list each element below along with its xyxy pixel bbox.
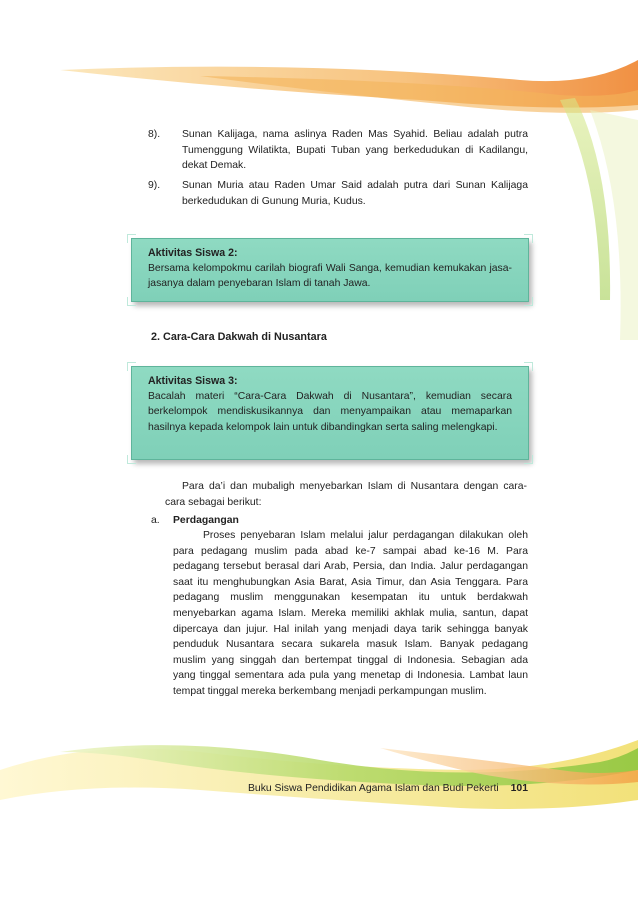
list-item [148,178,528,209]
subsection-heading [151,513,531,529]
page-footer [0,783,528,794]
subsection-title: Perdagangan [173,515,239,526]
corner-ornament [127,362,136,371]
section-title: Cara-Cara Dakwah di Nusantara [163,331,327,343]
subsection-body: Proses penyebaran Islam melalui jalur perdagangan dilakukan oleh para pedagang muslim pada abad ke-7 sampai abad ke-16 M. Para pedagang tersebut berasal dari Arab, Persia, dan India. Jalur perdagangan saat itu menghubungkan Asia Barat, Asia Timur, dan Asia Tenggara. Para pedagang muslim menggunakan kesempatan itu untuk berdakwah menyebarkan agama Islam. Mereka memiliki akhlak mulia, santun, dapat dipercaya dan jujur. Hal inilah yang menjadi daya tarik sehingga banyak penduduk Nusantara secara sukarela masuk Islam. Banyak pedagang muslim yang singgah dan bertempat tinggal di Indonesia. Sebagian ada yang tinggal sementara ada pula yang menetap di Indonesia. Lambat laun tempat tinggal mereka berkembang menjadi perkampungan muslim. [173,530,528,697]
intro-paragraph: Para da’i dan mubaligh menyebarkan Islam di Nusantara dengan cara-cara sebagai berikut: [165,481,527,508]
corner-ornament [524,234,533,243]
activity-body: Bersama kelompokmu carilah biografi Wali Sanga, kemudian kemukakan jasa-jasanya dalam penyebaran Islam di tanah Jawa. [148,263,512,290]
corner-ornament [524,455,533,464]
activity-title: Aktivitas Siswa 2: [148,247,238,259]
list-item-number: 8). [148,129,161,140]
section-heading [151,331,327,343]
subsection-letter: a. [151,515,160,526]
list-item-text: Sunan Kalijaga, nama aslinya Raden Mas Syahid. Beliau adalah putra Tumenggung Wilatikta, Bupati Tuban yang berkedudukan di Kadilangu, dekat Demak. [182,129,528,172]
corner-ornament [127,455,136,464]
corner-ornament [127,234,136,243]
list-item [148,127,528,174]
book-title: Buku Siswa Pendidikan Agama Islam dan Budi Pekerti [247,783,499,794]
page-number: 101 [510,783,528,794]
activity-box-3 [131,366,529,460]
corner-ornament [524,362,533,371]
corner-ornament [127,297,136,306]
activity-title: Aktivitas Siswa 3: [148,375,238,387]
list-item-number: 9). [148,180,161,191]
corner-ornament [524,297,533,306]
activity-box-2 [131,238,529,302]
activity-body: Bacalah materi “Cara-Cara Dakwah di Nusantara”, kemudian secara berkelompok mendiskusikannya dan menyampaikan atau memaparkan hasilnya kepada kelompok lain untuk dibandingkan serta saling melengkapi. [148,391,512,433]
section-number: 2. [151,331,161,343]
list-item-text: Sunan Muria atau Raden Umar Said adalah putra dari Sunan Kalijaga berkedudukan di Gunung Muria, Kudus. [182,180,528,207]
